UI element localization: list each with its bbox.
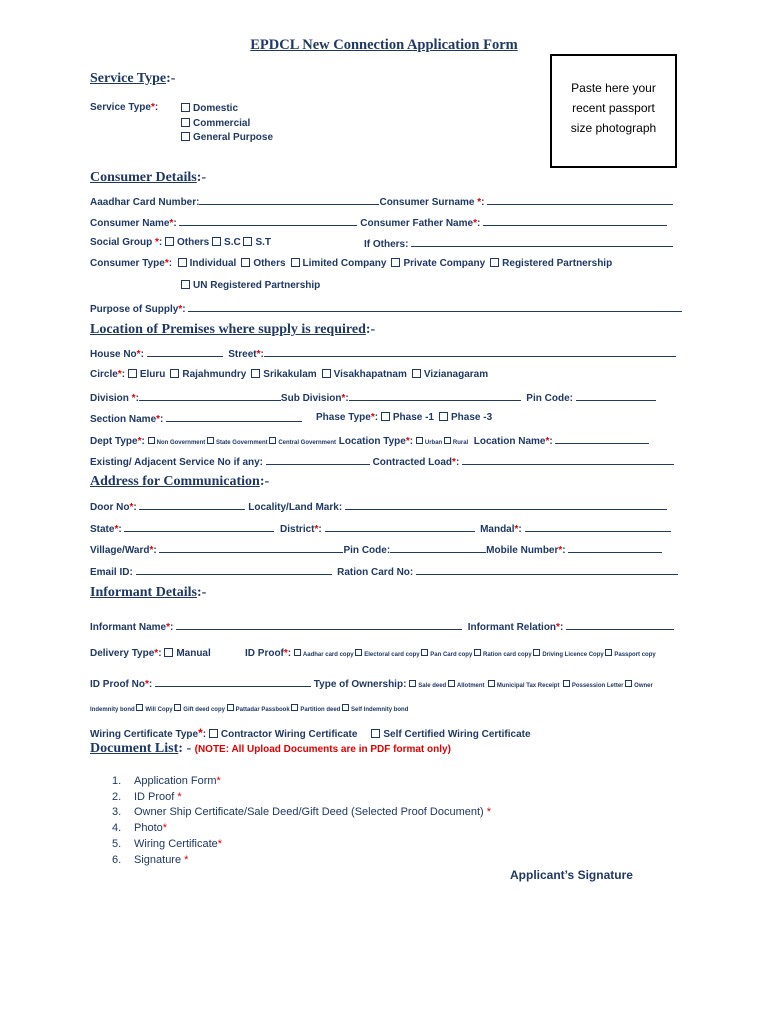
checkbox[interactable] (625, 680, 632, 687)
purpose-row: Purpose of Supply*: (90, 302, 682, 315)
checkbox[interactable] (490, 258, 499, 267)
locality-input[interactable] (345, 500, 667, 510)
house-no-input[interactable] (147, 347, 223, 357)
informant-heading: Informant Details:- (90, 585, 207, 600)
checkbox[interactable] (164, 648, 173, 657)
checkbox[interactable] (421, 649, 428, 656)
phase-row: Phase Type*: Phase -1 Phase -3 (316, 412, 493, 423)
surname-input[interactable] (487, 195, 673, 205)
id-proof-no-row: ID Proof No*: Type of Ownership: Sale deed Allotment Municipal Tax Receipt Possession Letter Owner (90, 679, 653, 690)
service-option-general[interactable]: General Purpose (181, 131, 273, 146)
consumer-name-row: Consumer Name*: Consumer Father Name*: (90, 216, 667, 229)
checkbox[interactable] (563, 680, 570, 687)
checkbox[interactable] (416, 437, 423, 444)
section-row: Section Name*: (90, 412, 302, 425)
checkbox[interactable] (181, 103, 190, 112)
email-row: Email ID: Ration Card No: (90, 565, 678, 578)
checkbox[interactable] (342, 704, 349, 711)
email-input[interactable] (136, 565, 332, 575)
pdf-note: (NOTE: All Upload Documents are in PDF format only) (194, 744, 451, 755)
checkbox[interactable] (178, 258, 187, 267)
mobile-input[interactable] (568, 543, 662, 553)
address-heading: Address for Communication:- (90, 474, 270, 489)
list-item: 3. Owner Ship Certificate/Sale Deed/Gift Deed (Selected Proof Document) * (112, 806, 492, 819)
checkbox[interactable] (170, 369, 179, 378)
checkbox[interactable] (251, 369, 260, 378)
checkbox[interactable] (391, 258, 400, 267)
if-others-input[interactable] (411, 237, 673, 247)
checkbox[interactable] (128, 369, 137, 378)
checkbox[interactable] (294, 649, 301, 656)
consumer-type-row-2: UN Registered Partnership (181, 280, 320, 291)
checkbox[interactable] (243, 237, 252, 246)
checkbox[interactable] (439, 412, 448, 421)
division-input[interactable] (139, 391, 281, 401)
location-name-input[interactable] (555, 434, 649, 444)
checkbox[interactable] (291, 704, 298, 711)
checkbox[interactable] (605, 649, 612, 656)
ration-input[interactable] (416, 565, 678, 575)
circle-row: Circle*: Eluru Rajahmundry Srikakulam Visakhapatnam Vizianagaram (90, 369, 489, 380)
state-row: State*: District*: Mandal*: (90, 522, 671, 535)
list-item: 6. Signature * (112, 853, 189, 866)
contracted-load-input[interactable] (462, 455, 674, 465)
division-row: Division *: Sub Division*: Pin Code: (90, 391, 656, 404)
aadhaar-input[interactable] (199, 195, 379, 205)
state-input[interactable] (124, 522, 274, 532)
ownership-row-2: Indemnity bond Will Copy Gift deed copy Pattadar Passbook Partition deed Self Indemnity bond (90, 704, 408, 713)
location-heading: Location of Premises where supply is required:- (90, 322, 376, 337)
existing-service-input[interactable] (266, 455, 370, 465)
checkbox[interactable] (488, 680, 495, 687)
consumer-name-input[interactable] (179, 216, 357, 226)
list-item: 4. Photo* (112, 822, 168, 835)
service-type-label: Service Type*: (90, 102, 159, 113)
checkbox[interactable] (212, 237, 221, 246)
house-row: House No*: Street*: (90, 347, 676, 360)
informant-relation-input[interactable] (566, 620, 674, 630)
checkbox[interactable] (136, 704, 143, 711)
mandal-input[interactable] (525, 522, 671, 532)
delivery-row: Delivery Type*: Manual (90, 648, 211, 659)
aadhaar-row: Aaadhar Card Number: Consumer Surname *: (90, 195, 673, 208)
checkbox[interactable] (412, 369, 421, 378)
checkbox[interactable] (444, 437, 451, 444)
list-item: 1. Application Form* (112, 775, 221, 787)
sub-division-input[interactable] (349, 391, 521, 401)
form-title: EPDCL New Connection Application Form (250, 37, 518, 53)
checkbox[interactable] (181, 118, 190, 127)
if-others-row: If Others: (364, 237, 673, 250)
district-input[interactable] (325, 522, 475, 532)
section-name-input[interactable] (166, 412, 302, 422)
checkbox[interactable] (474, 649, 481, 656)
service-type-options (181, 102, 273, 146)
checkbox[interactable] (355, 649, 362, 656)
checkbox[interactable] (291, 258, 300, 267)
checkbox[interactable] (448, 680, 455, 687)
checkbox[interactable] (381, 412, 390, 421)
checkbox[interactable] (533, 649, 540, 656)
informant-name-row: Informant Name*: Informant Relation*: (90, 620, 674, 633)
pin-code-input[interactable] (576, 391, 656, 401)
informant-name-input[interactable] (176, 620, 462, 630)
service-type-heading: Service Type:- (90, 71, 176, 86)
address-pin-input[interactable] (390, 543, 486, 553)
purpose-input[interactable] (188, 302, 682, 312)
photo-box-line: Paste here your (571, 81, 656, 95)
checkbox[interactable] (207, 437, 214, 444)
id-proof-no-input[interactable] (155, 677, 311, 687)
list-item: 5. Wiring Certificate* (112, 837, 223, 850)
applicant-signature: Applicant’s Signature (510, 868, 633, 882)
checkbox[interactable] (209, 729, 218, 738)
checkbox[interactable] (174, 704, 181, 711)
consumer-details-heading: Consumer Details:- (90, 170, 207, 185)
document-list (112, 774, 491, 868)
wiring-row: Wiring Certificate Type*: Contractor Wiring Certificate Self Certified Wiring Certificate (90, 726, 531, 740)
id-proof-row: ID Proof*: Aadhar card copy Electoral card copy Pan Card copy Ration card copy Driving Licence Copy Passport copy (245, 648, 656, 659)
door-row: Door No*: Locality/Land Mark: (90, 500, 667, 513)
dept-row: Dept Type*: Non Government State Government Central Government Location Type*: Urban Rural Location Name*: (90, 434, 649, 447)
checkbox[interactable] (227, 704, 234, 711)
service-option-commercial[interactable]: Commercial (181, 117, 273, 132)
checkbox[interactable] (241, 258, 250, 267)
checkbox[interactable] (148, 437, 155, 444)
street-input[interactable] (264, 347, 676, 357)
social-group-row: Social Group *: Others S.C S.T (90, 237, 272, 248)
village-input[interactable] (159, 543, 343, 553)
photo-box-line: recent passport (572, 101, 655, 115)
checkbox[interactable] (269, 437, 276, 444)
service-option-domestic[interactable]: Domestic (181, 102, 273, 117)
list-item: 2. ID Proof * (112, 790, 182, 803)
checkbox[interactable] (322, 369, 331, 378)
checkbox[interactable] (165, 237, 174, 246)
existing-service-row: Existing/ Adjacent Service No if any: Contracted Load*: (90, 455, 674, 468)
door-no-input[interactable] (139, 500, 245, 510)
village-row: Village/Ward*: Pin Code: Mobile Number*: (90, 543, 662, 556)
checkbox[interactable] (181, 280, 190, 289)
checkbox[interactable] (181, 132, 190, 141)
father-name-input[interactable] (483, 216, 667, 226)
photo-box-line: size photograph (570, 121, 657, 135)
checkbox[interactable] (371, 729, 380, 738)
photo-box[interactable] (550, 54, 677, 168)
checkbox[interactable] (409, 680, 416, 687)
consumer-type-row: Consumer Type*: Individual Others Limited Company Private Company Registered Partnership (90, 258, 613, 269)
document-list-heading: Document List: - (NOTE: All Upload Documents are in PDF format only) (90, 741, 451, 756)
